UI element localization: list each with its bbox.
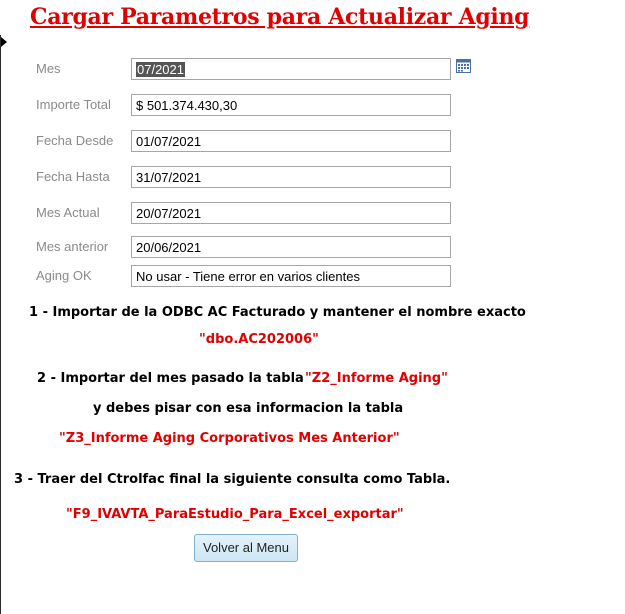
step2-text: 2 - Importar del mes pasado la tabla	[37, 371, 304, 386]
step2-table-name-2: "Z3_Informe Aging Corporativos Mes Anterior"	[59, 431, 400, 446]
mes-value: 07/2021	[137, 62, 184, 77]
form-title: Cargar Parametros para Actualizar Aging	[30, 4, 530, 30]
calendar-icon[interactable]	[456, 59, 471, 73]
step1-table-name: "dbo.AC202006"	[199, 332, 319, 347]
step3-table-name: "F9_IVAVTA_ParaEstudio_Para_Excel_exportar"	[66, 507, 404, 522]
mes-actual-label: Mes Actual	[36, 205, 100, 220]
step2-table-name: "Z2_Informe Aging"	[305, 371, 448, 386]
fecha-hasta-input[interactable]: 31/07/2021	[131, 166, 451, 188]
fecha-desde-label: Fecha Desde	[36, 133, 114, 148]
fecha-hasta-label: Fecha Hasta	[36, 169, 110, 184]
mes-anterior-input[interactable]: 20/06/2021	[131, 236, 451, 258]
record-selector-icon	[1, 37, 7, 47]
step3-text: 3 - Traer del Ctrolfac final la siguiente consulta como Tabla.	[14, 472, 451, 487]
mes-label: Mes	[36, 61, 61, 76]
step2-text-2: y debes pisar con esa informacion la tabla	[93, 401, 404, 416]
fecha-desde-input[interactable]: 01/07/2021	[131, 130, 451, 152]
record-selector-bar	[0, 35, 1, 614]
mes-anterior-label: Mes anterior	[36, 239, 109, 254]
importe-total-input[interactable]: $ 501.374.430,30	[131, 94, 451, 116]
aging-ok-input[interactable]: No usar - Tiene error en varios clientes	[131, 265, 451, 287]
step1-text: 1 - Importar de la ODBC AC Facturado y mantener el nombre exacto	[29, 305, 526, 320]
aging-ok-label: Aging OK	[36, 268, 92, 283]
volver-menu-button[interactable]: Volver al Menu	[194, 534, 298, 562]
mes-input[interactable]	[131, 58, 451, 80]
importe-total-label: Importe Total	[36, 97, 111, 112]
mes-actual-input[interactable]: 20/07/2021	[131, 202, 451, 224]
